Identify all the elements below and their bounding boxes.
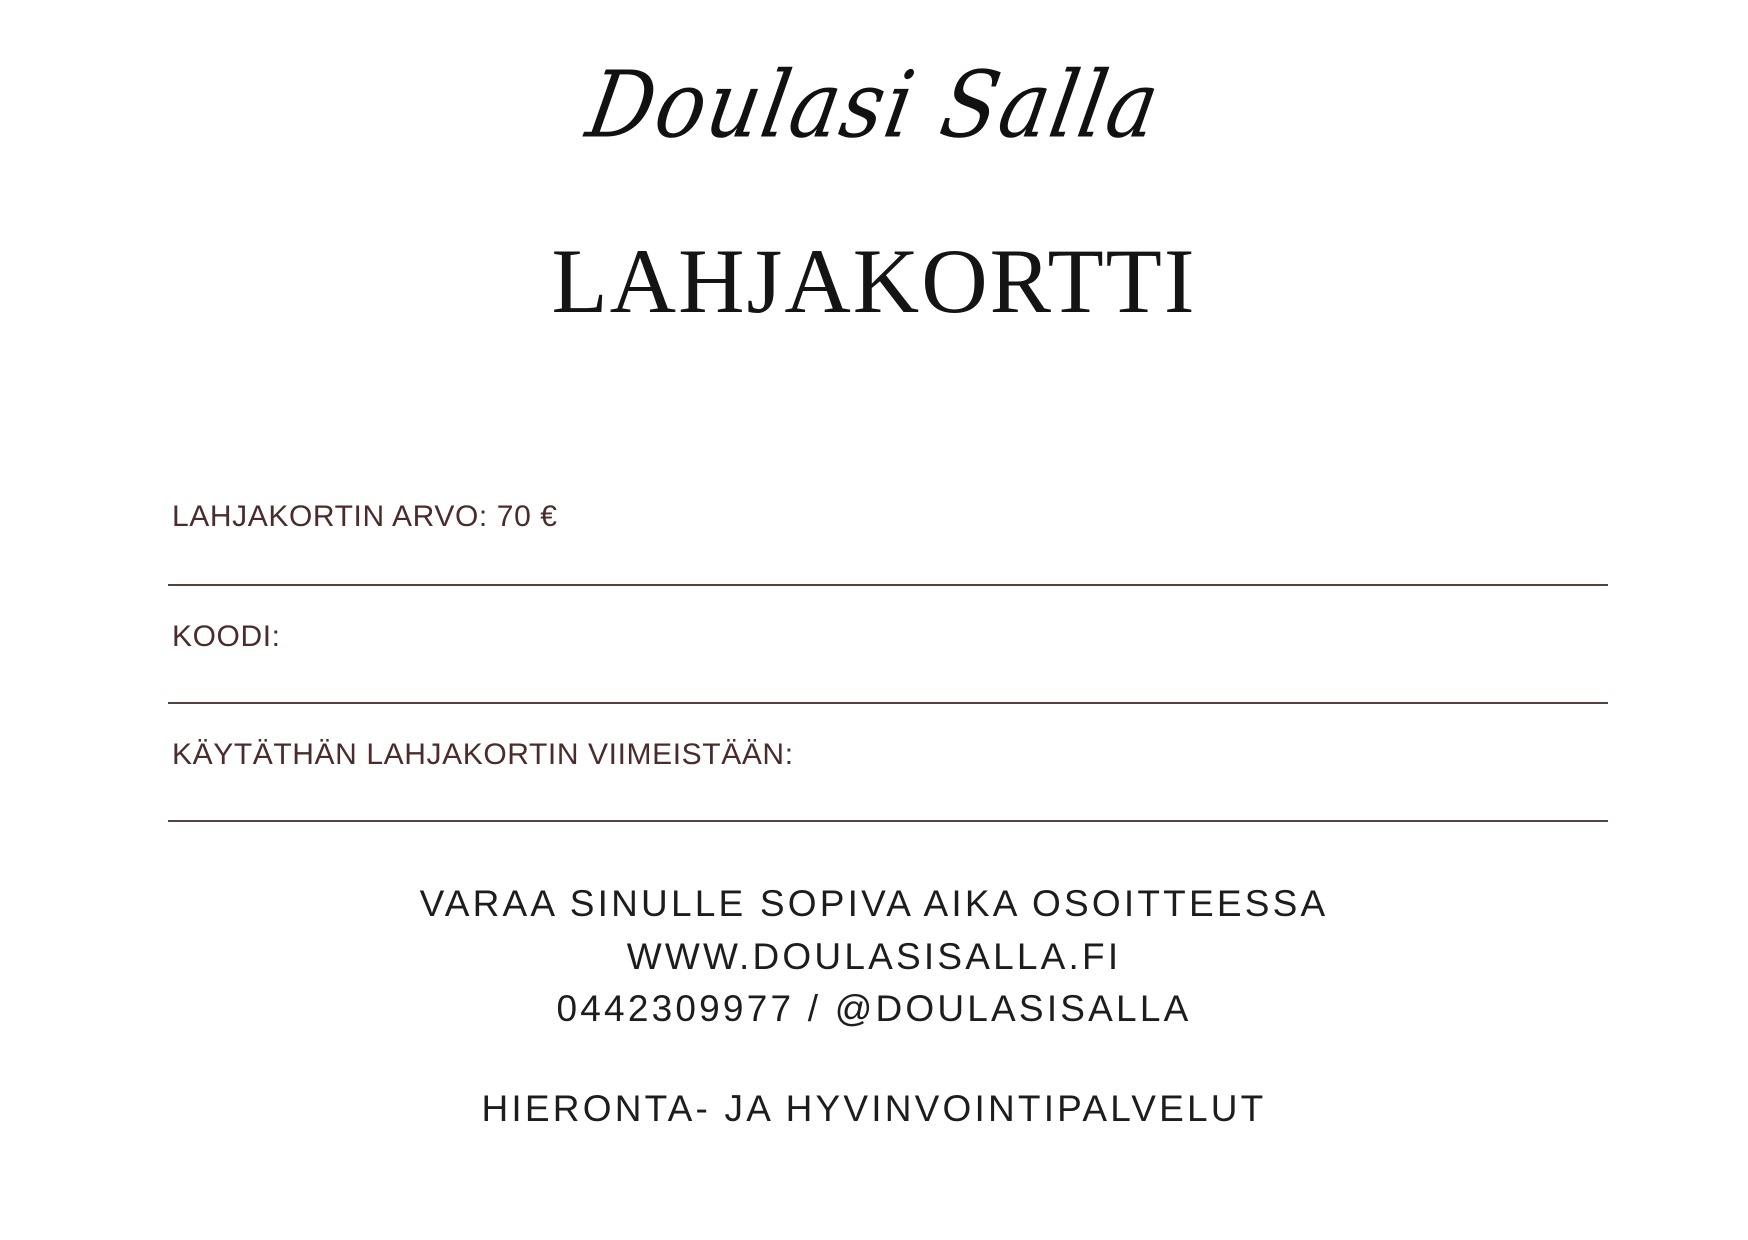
brand-logo xyxy=(0,52,1748,159)
footer-block xyxy=(0,878,1748,1130)
field-rule-value xyxy=(168,584,1608,586)
field-rule-expiry xyxy=(168,820,1608,822)
footer-services-tagline: HIERONTA- JA HYVINVOINTIPALVELUT xyxy=(481,1087,1267,1129)
field-code xyxy=(168,620,1608,704)
field-label-value: LAHJAKORTIN ARVO: 70 € xyxy=(172,500,558,533)
brand-logo-text: Doulasi Salla xyxy=(579,52,1169,159)
footer-phone-social: 0442309977 / @DOULASISALLA xyxy=(556,988,1192,1030)
field-gift-card-value xyxy=(168,500,1608,586)
page-title: LAHJAKORTTI xyxy=(551,230,1197,332)
field-expiry xyxy=(168,738,1608,822)
field-label-code: KOODI: xyxy=(172,620,281,653)
fields-section xyxy=(168,500,1608,856)
footer-booking-instruction: VARAA SINULLE SOPIVA AIKA OSOITTEESSA xyxy=(419,883,1329,924)
field-label-expiry: KÄYTÄTHÄN LAHJAKORTIN VIIMEISTÄÄN: xyxy=(172,738,794,771)
footer-spacer xyxy=(0,1036,1748,1088)
field-rule-code xyxy=(168,702,1608,704)
footer-website: WWW.DOULASISALLA.FI xyxy=(626,935,1122,977)
